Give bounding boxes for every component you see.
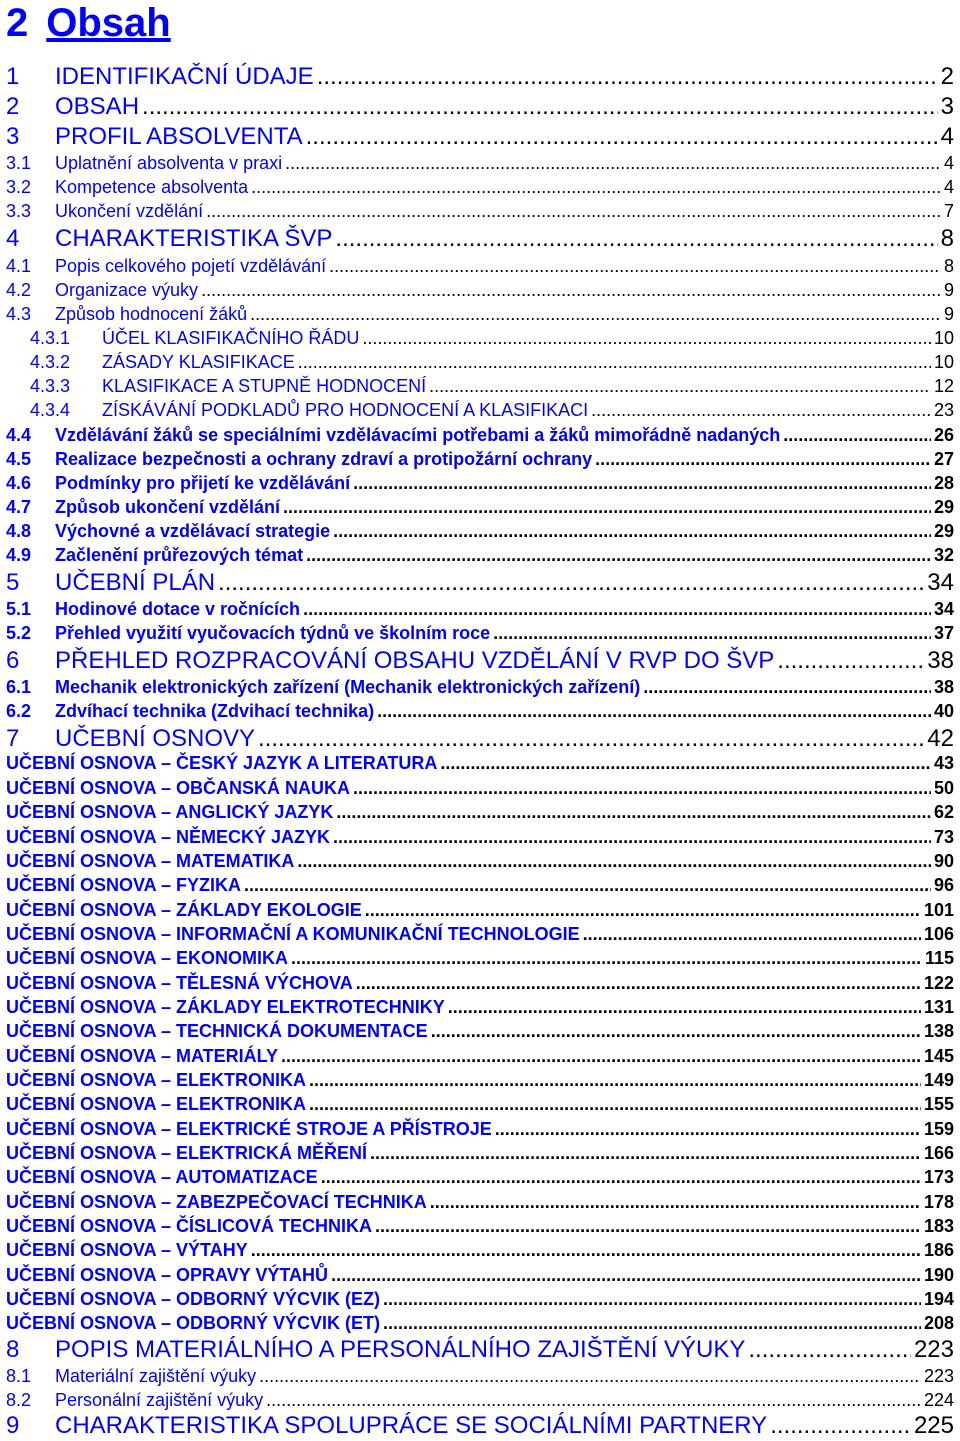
toc-dot-leader: [335, 224, 937, 254]
toc-entry-page: 96: [933, 875, 954, 895]
toc-dot-leader: [493, 621, 931, 645]
toc-entry[interactable]: [6, 1214, 954, 1238]
toc-entry-title: Vzdělávání žáků se speciálními vzdělávacími potřebami a žáků mimořádně nadaných: [55, 425, 781, 445]
toc-dot-leader: [259, 1364, 921, 1388]
toc-entry-page: 10: [933, 352, 954, 372]
toc-dot-leader: [258, 724, 924, 754]
toc-entry-page: 149: [923, 1070, 954, 1090]
toc-entry[interactable]: [6, 1388, 954, 1412]
toc-entry-number: 4.3.2: [30, 352, 71, 372]
toc-entry-title: UČEBNÍ OSNOVA – ANGLICKÝ JAZYK: [6, 802, 334, 822]
section-title: Obsah: [46, 1, 171, 45]
toc-dot-leader: [206, 199, 941, 223]
toc-entry[interactable]: [30, 350, 954, 374]
toc-entry[interactable]: [30, 374, 954, 398]
toc-entry-title: PROFIL ABSOLVENTA: [55, 123, 303, 150]
toc-entry-title: ZÍSKÁVÁNÍ PODKLADŮ PRO HODNOCENÍ A KLASIFIKACI: [102, 400, 589, 420]
toc-entry-title: UČEBNÍ OSNOVA – ODBORNÝ VÝCVIK (ET): [6, 1313, 381, 1333]
toc-dot-leader: [317, 62, 938, 92]
toc-entry-title: Způsob ukončení vzdělání: [55, 497, 281, 517]
toc-entry-number: 1: [6, 63, 20, 90]
toc-entry-page: 115: [924, 948, 954, 968]
toc-entry-number: 6: [6, 647, 20, 674]
toc-entry-title: ZÁSADY KLASIFIKACE: [102, 352, 295, 372]
toc-entry-page: 90: [933, 851, 954, 871]
toc-entry[interactable]: [6, 1238, 954, 1262]
toc-entry[interactable]: [6, 1068, 954, 1092]
toc-entry[interactable]: [6, 302, 954, 326]
toc-dot-leader: [285, 151, 941, 175]
toc-entry[interactable]: [6, 254, 954, 278]
toc-dot-leader: [383, 1311, 921, 1335]
toc-dot-leader: [251, 1238, 921, 1262]
toc-dot-leader: [431, 1019, 921, 1043]
toc-entry-page: 9: [943, 280, 954, 300]
toc-entry[interactable]: [6, 175, 954, 199]
toc-dot-leader: [303, 597, 931, 621]
toc-dot-leader: [595, 447, 931, 471]
toc-entry[interactable]: [6, 1364, 954, 1388]
toc-entry[interactable]: [6, 724, 954, 754]
toc-entry[interactable]: [6, 1335, 954, 1365]
toc-dot-leader: [495, 1117, 921, 1141]
toc-dot-leader: [377, 699, 931, 723]
toc-entry-number: 5.1: [6, 599, 32, 619]
toc-entry-title: UČEBNÍ OSNOVA – MATEMATIKA: [6, 851, 295, 871]
toc-entry[interactable]: [6, 751, 954, 775]
toc-entry-number: 3.2: [6, 177, 32, 197]
toc-entry[interactable]: [6, 1044, 954, 1068]
toc-entry-number: 4.9: [6, 545, 32, 565]
toc-dot-leader: [365, 898, 921, 922]
toc-entry-page: 40: [933, 701, 954, 721]
toc-entry-title: UČEBNÍ OSNOVA – ČÍSLICOVÁ TECHNIKA: [6, 1216, 373, 1236]
toc-entry-number: 4.4: [6, 425, 32, 445]
toc-entry-page: 10: [933, 328, 954, 348]
toc-dot-leader: [329, 254, 941, 278]
toc-entry[interactable]: [6, 224, 954, 254]
toc-entry[interactable]: [6, 122, 954, 152]
toc-entry-page: 8: [943, 256, 954, 276]
toc-entry-title: UČEBNÍ OSNOVA – FYZIKA: [6, 875, 242, 895]
toc-entry-number: 4.3.1: [30, 328, 71, 348]
toc-entry-title: ÚČEL KLASIFIKAČNÍHO ŘÁDU: [102, 328, 360, 348]
toc-entry-title: UČEBNÍ PLÁN: [55, 569, 216, 596]
toc-entry-page: 4: [943, 153, 954, 173]
toc-entry[interactable]: [6, 873, 954, 897]
toc-entry-number: 4.3.4: [30, 400, 71, 420]
toc-dot-leader: [309, 1092, 921, 1116]
toc-entry-page: 138: [923, 1021, 954, 1041]
toc-dot-leader: [321, 1165, 921, 1189]
toc-entry-title: UČEBNÍ OSNOVA – ZÁKLADY ELEKTROTECHNIKY: [6, 997, 445, 1017]
toc-entry-page: 38: [927, 647, 954, 674]
toc-entry-title: UČEBNÍ OSNOVA – AUTOMATIZACE: [6, 1167, 318, 1187]
toc-entry-title: Ukončení vzdělání: [55, 201, 204, 221]
toc-dot-leader: [283, 495, 931, 519]
toc-entry-page: 12: [933, 376, 954, 396]
toc-entry-number: 2: [6, 93, 20, 120]
toc-entry-page: 223: [923, 1366, 954, 1386]
toc-entry[interactable]: [6, 519, 954, 543]
toc-entry-page: 34: [927, 569, 954, 596]
toc-entry[interactable]: [6, 646, 954, 676]
toc-dot-leader: [448, 995, 921, 1019]
toc-entry-page: 106: [923, 924, 954, 944]
toc-entry[interactable]: [6, 1092, 954, 1116]
toc-entry[interactable]: [6, 699, 954, 723]
toc-entry[interactable]: [6, 1190, 954, 1214]
toc-entry[interactable]: [6, 199, 954, 223]
toc-dot-leader: [244, 873, 931, 897]
toc-entry-title: UČEBNÍ OSNOVA – NĚMECKÝ JAZYK: [6, 827, 331, 847]
toc-entry-page: 37: [933, 623, 954, 643]
toc-entry-number: 4.2: [6, 280, 32, 300]
toc-entry-page: 131: [923, 997, 954, 1017]
toc-entry-title: UČEBNÍ OSNOVA – TĚLESNÁ VÝCHOVA: [6, 973, 353, 993]
toc-dot-leader: [748, 1335, 911, 1365]
toc-entry-number: 4.1: [6, 256, 32, 276]
toc-entry-page: 190: [923, 1265, 954, 1285]
toc-entry-number: 9: [6, 1412, 20, 1439]
toc-entry-title: CHARAKTERISTIKA SPOLUPRÁCE SE SOCIÁLNÍMI PARTNERY: [55, 1412, 768, 1439]
toc-entry-title: UČEBNÍ OSNOVA – ČESKÝ JAZYK A LITERATURA: [6, 753, 438, 773]
toc-dot-leader: [430, 1190, 921, 1214]
toc-entry-title: Popis celkového pojetí vzdělávání: [55, 256, 327, 276]
toc-entry[interactable]: [30, 398, 954, 422]
toc-dot-leader: [251, 175, 941, 199]
toc-entry[interactable]: [6, 995, 954, 1019]
toc-entry-page: 225: [913, 1412, 954, 1439]
toc-dot-leader: [201, 278, 941, 302]
toc-entry[interactable]: [6, 568, 954, 598]
toc-dot-leader: [643, 675, 931, 699]
toc-entry-title: Výchovné a vzdělávací strategie: [55, 521, 331, 541]
toc-entry-number: 3.3: [6, 201, 32, 221]
toc-dot-leader: [370, 1141, 921, 1165]
toc-entry-title: UČEBNÍ OSNOVA – ELEKTRONIKA: [6, 1094, 307, 1114]
toc-dot-leader: [218, 568, 924, 598]
toc-dot-leader: [383, 1287, 921, 1311]
toc-entry[interactable]: [6, 849, 954, 873]
toc-entry-title: UČEBNÍ OSNOVA – ODBORNÝ VÝCVIK (EZ): [6, 1289, 381, 1309]
toc-entry[interactable]: [6, 62, 954, 92]
toc-entry[interactable]: [6, 423, 954, 447]
toc-entry-page: 224: [923, 1390, 954, 1410]
toc-dot-leader: [331, 1263, 921, 1287]
toc-dot-leader: [777, 646, 924, 676]
toc-dot-leader: [783, 423, 931, 447]
toc-entry[interactable]: [6, 1287, 954, 1311]
toc-entry[interactable]: [6, 597, 954, 621]
toc-entry-page: 223: [913, 1336, 954, 1363]
toc-entry-number: 3.1: [6, 153, 32, 173]
toc-entry-page: 32: [933, 545, 954, 565]
toc-entry-number: 3: [6, 123, 20, 150]
toc-dot-leader: [375, 1214, 921, 1238]
toc-dot-leader: [333, 519, 931, 543]
toc-entry[interactable]: [6, 447, 954, 471]
toc-entry-title: POPIS MATERIÁLNÍHO A PERSONÁLNÍHO ZAJIŠTĚNÍ VÝUKY: [55, 1336, 746, 1363]
toc-entry-page: 145: [923, 1046, 954, 1066]
toc-dot-leader: [336, 800, 931, 824]
toc-entry[interactable]: [6, 1263, 954, 1287]
toc-entry-page: 23: [933, 400, 954, 420]
toc-entry-page: 27: [933, 449, 954, 469]
section-number: 2: [6, 1, 29, 45]
toc-entry[interactable]: [6, 675, 954, 699]
toc-entry-page: 3: [940, 93, 954, 120]
toc-entry-number: 4.8: [6, 521, 32, 541]
toc-entry[interactable]: [6, 495, 954, 519]
toc-entry[interactable]: [6, 1019, 954, 1043]
toc-dot-leader: [591, 398, 931, 422]
toc-entry-number: 8: [6, 1336, 20, 1363]
toc-entry-title: UČEBNÍ OSNOVA – INFORMAČNÍ A KOMUNIKAČNÍ TECHNOLOGIE: [6, 924, 580, 944]
toc-entry-page: 7: [943, 201, 954, 221]
toc-entry-page: 8: [940, 225, 954, 252]
toc-entry-title: Kompetence absolventa: [55, 177, 249, 197]
toc-entry-number: 6.1: [6, 677, 32, 697]
toc-dot-leader: [429, 374, 931, 398]
toc-entry-title: Začlenění průřezových témat: [55, 545, 304, 565]
toc-entry-page: 43: [933, 753, 954, 773]
toc-entry-title: UČEBNÍ OSNOVA – VÝTAHY: [6, 1240, 248, 1260]
toc-entry[interactable]: [6, 898, 954, 922]
toc-entry-title: Způsob hodnocení žáků: [55, 304, 248, 324]
toc-entry-number: 4.6: [6, 473, 32, 493]
toc-entry-number: 8.1: [6, 1366, 32, 1386]
toc-entry-page: 186: [923, 1240, 954, 1260]
toc-entry[interactable]: [6, 922, 954, 946]
toc-entry[interactable]: [6, 1117, 954, 1141]
toc-dot-leader: [333, 825, 931, 849]
toc-entry[interactable]: [6, 151, 954, 175]
toc-entry-page: 29: [933, 497, 954, 517]
toc-entry-page: 38: [933, 677, 954, 697]
toc-entry-title: UČEBNÍ OSNOVA – OBČANSKÁ NAUKA: [6, 778, 351, 798]
toc-entry[interactable]: [6, 92, 954, 122]
toc-entry-number: 5: [6, 569, 20, 596]
toc-entry-title: Podmínky pro přijetí ke vzdělávání: [55, 473, 351, 493]
toc-entry-page: 42: [927, 725, 954, 752]
toc-entry-page: 4: [940, 123, 954, 150]
toc-entry-page: 26: [933, 425, 954, 445]
toc-entry-page: 28: [933, 473, 954, 493]
toc-entry-number: 4: [6, 225, 20, 252]
toc-dot-leader: [142, 92, 938, 122]
toc-entry[interactable]: [6, 543, 954, 567]
toc-entry-page: 208: [923, 1313, 954, 1333]
toc-entry[interactable]: [6, 825, 954, 849]
toc-entry-page: 159: [923, 1119, 954, 1139]
toc-entry-page: 34: [933, 599, 954, 619]
toc-entry-title: PŘEHLED ROZPRACOVÁNÍ OBSAHU VZDĚLÁNÍ V RVP DO ŠVP: [55, 647, 775, 674]
toc-entry-title: UČEBNÍ OSNOVA – ELEKTRICKÁ MĚŘENÍ: [6, 1143, 368, 1163]
toc-dot-leader: [309, 1068, 921, 1092]
toc-entry-number: 7: [6, 725, 20, 752]
toc-entry-page: 50: [933, 778, 954, 798]
toc-entry[interactable]: [6, 971, 954, 995]
toc-entry-title: CHARAKTERISTIKA ŠVP: [55, 225, 333, 252]
toc-entry-page: 29: [933, 521, 954, 541]
toc-dot-leader: [306, 543, 931, 567]
toc-entry-title: Personální zajištění výuky: [55, 1390, 264, 1410]
toc-entry-number: 5.2: [6, 623, 32, 643]
toc-entry-page: 122: [923, 973, 954, 993]
toc-entry-title: UČEBNÍ OSNOVA – ZÁKLADY EKOLOGIE: [6, 900, 362, 920]
toc-entry[interactable]: [6, 278, 954, 302]
toc-entry-title: UČEBNÍ OSNOVA – EKONOMIKA: [6, 948, 289, 968]
toc-entry-title: Zdvíhací technika (Zdvihací technika): [55, 701, 375, 721]
toc-entry[interactable]: [6, 1411, 954, 1441]
toc-dot-leader: [266, 1388, 921, 1412]
toc-entry-title: UČEBNÍ OSNOVA – ELEKTRICKÉ STROJE A PŘÍSTROJE: [6, 1119, 492, 1139]
toc-entry[interactable]: [6, 1165, 954, 1189]
toc-entry-title: Organizace výuky: [55, 280, 199, 300]
toc-entry-page: 183: [923, 1216, 954, 1236]
toc-entry-page: 73: [933, 827, 954, 847]
toc-entry-number: 4.3: [6, 304, 32, 324]
toc-entry-page: 178: [923, 1192, 954, 1212]
toc-entry-title: UČEBNÍ OSNOVA – ZABEZPEČOVACÍ TECHNIKA: [6, 1192, 427, 1212]
toc-entry-title: UČEBNÍ OSNOVA – OPRAVY VÝTAHŮ: [6, 1265, 329, 1285]
toc-entry[interactable]: [6, 800, 954, 824]
toc-dot-leader: [298, 350, 931, 374]
toc-entry-title: IDENTIFIKAČNÍ ÚDAJE: [55, 63, 314, 90]
toc-entry-number: 4.5: [6, 449, 32, 469]
toc-entry-page: 101: [923, 900, 954, 920]
toc-dot-leader: [362, 326, 931, 350]
toc-dot-leader: [770, 1411, 911, 1441]
toc-entry[interactable]: [6, 621, 954, 645]
toc-entry[interactable]: [30, 326, 954, 350]
toc-dot-leader: [356, 971, 921, 995]
toc-dot-leader: [583, 922, 921, 946]
toc-dot-leader: [440, 751, 931, 775]
toc-entry-title: UČEBNÍ OSNOVA – ELEKTRONIKA: [6, 1070, 307, 1090]
toc-entry-number: 4.7: [6, 497, 32, 517]
toc-entry[interactable]: [6, 471, 954, 495]
toc-dot-leader: [281, 1044, 921, 1068]
toc-entry-title: Materiální zajištění výuky: [55, 1366, 257, 1386]
toc-dot-leader: [353, 471, 931, 495]
toc-entry-number: 4.3.3: [30, 376, 71, 396]
toc-dot-leader: [291, 946, 922, 970]
toc-entry-page: 2: [940, 63, 954, 90]
toc-dot-leader: [250, 302, 941, 326]
toc-entry-number: 8.2: [6, 1390, 32, 1410]
toc-entry-title: UČEBNÍ OSNOVA – MATERIÁLY: [6, 1046, 279, 1066]
toc-dot-leader: [297, 849, 931, 873]
toc-entry-title: OBSAH: [55, 93, 140, 120]
toc-entry[interactable]: [6, 776, 954, 800]
toc-entry-title: Uplatnění absolventa v praxi: [55, 153, 283, 173]
toc-entry-page: 9: [943, 304, 954, 324]
toc-entry-page: 62: [933, 802, 954, 822]
toc-entry-page: 173: [923, 1167, 954, 1187]
toc-dot-leader: [306, 122, 938, 152]
toc-entry-number: 6.2: [6, 701, 32, 721]
toc-entry-title: Realizace bezpečnosti a ochrany zdraví a protipožární ochrany: [55, 449, 593, 469]
toc-entry-page: 166: [923, 1143, 954, 1163]
toc-entry-title: Hodinové dotace v ročnících: [55, 599, 301, 619]
toc-entry[interactable]: [6, 1141, 954, 1165]
toc-dot-leader: [353, 776, 931, 800]
toc-entry-title: Mechanik elektronických zařízení (Mechanik elektronických zařízení): [55, 677, 641, 697]
toc-entry-title: UČEBNÍ OSNOVY: [55, 725, 256, 752]
toc-entry-title: KLASIFIKACE A STUPNĚ HODNOCENÍ: [102, 376, 427, 396]
toc-entry-title: UČEBNÍ OSNOVA – TECHNICKÁ DOKUMENTACE: [6, 1021, 428, 1041]
toc-entry-page: 155: [923, 1094, 954, 1114]
toc-entry[interactable]: [6, 1311, 954, 1335]
toc-entry-title: Přehled využití vyučovacích týdnů ve školním roce: [55, 623, 491, 643]
toc-entry-page: 194: [923, 1289, 954, 1309]
toc-entry[interactable]: [6, 946, 954, 970]
toc-entry-page: 4: [943, 177, 954, 197]
